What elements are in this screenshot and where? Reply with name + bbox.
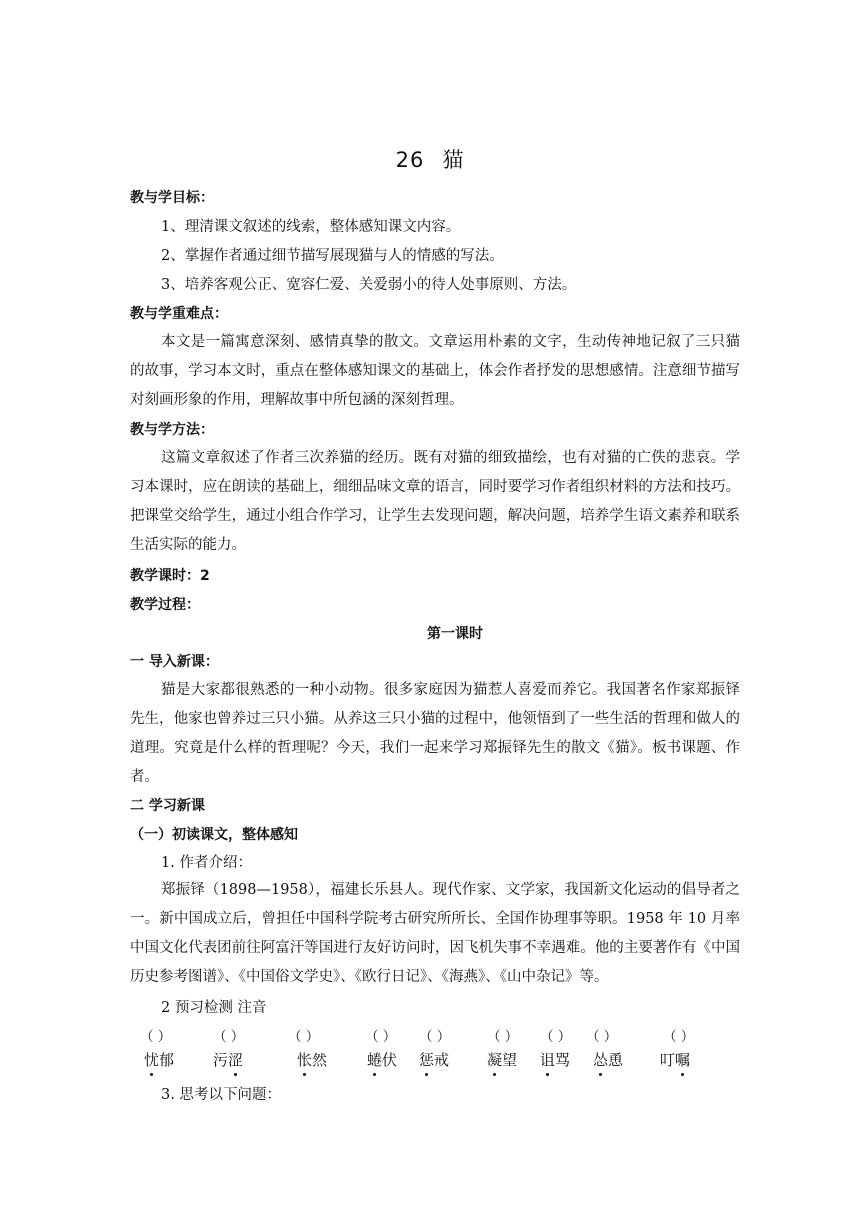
goal-item-2: 2、掌握作者通过细节描写展现猫与人的情感的写法。 — [161, 248, 504, 264]
vocab-word: 惩戒 — [419, 1051, 450, 1069]
pinyin-blank[interactable]: （ ） — [663, 1029, 695, 1045]
vocab-word: 忧郁 — [144, 1051, 175, 1069]
goal-item-3: 3、培养客观公正、宽容仁爱、关爱弱小的待人处事原则、方法。 — [161, 277, 577, 293]
author-paragraph: 郑振铎（1898—1958），福建长乐县人。现代作家、文学家，我国新文化运动的倡导者之一。新中国成立后，曾担任中国科学院考古研究所所长、全国作协理事等职。1958 年 10 月率中国文化代表团前往阿富汗等国进行友好访问时，因飞机失事不幸遇难。他的主要著作有《中国历史参考图谱》、《中国俗文学史》、《欧行日记》、《海燕》、《山中杂记》等。 — [130, 882, 740, 985]
author-intro-label: 1. 作者介绍： — [161, 855, 252, 871]
teaching-hours: 教学课时：2 — [130, 568, 210, 584]
section-study-heading: 二 学习新课 — [130, 798, 205, 814]
vocab-word: 怂恿 — [593, 1051, 624, 1069]
pinyin-blank[interactable]: （ ） — [419, 1029, 451, 1045]
subsection-heading: （一）初读课文，整体感知 — [130, 827, 298, 843]
vocab-word: 蜷伏 — [367, 1051, 398, 1069]
vocab-word: 怅然 — [297, 1051, 328, 1069]
preview-check-label: 2 预习检测 注音 — [161, 1000, 267, 1016]
pinyin-blank[interactable]: （ ） — [487, 1029, 519, 1045]
lesson-number: 26 — [395, 148, 425, 172]
lesson-one-title: 第一课时 — [427, 626, 483, 642]
pinyin-blank[interactable]: （ ） — [288, 1029, 320, 1045]
pinyin-blank-row — [140, 1025, 760, 1047]
process-heading: 教学过程： — [130, 597, 200, 613]
pinyin-blank[interactable]: （ ） — [140, 1029, 172, 1045]
pinyin-blank[interactable]: （ ） — [540, 1029, 572, 1045]
pinyin-blank[interactable]: （ ） — [365, 1029, 397, 1045]
difficulties-heading: 教与学重难点： — [130, 306, 228, 322]
vocab-word: 诅骂 — [540, 1051, 571, 1069]
goal-item-1: 1、理清课文叙述的线索，整体感知课文内容。 — [161, 219, 461, 235]
vocab-word: 叮嘱 — [660, 1051, 691, 1069]
lesson-title-text: 猫 — [442, 148, 465, 172]
vocab-word: 凝望 — [487, 1051, 518, 1069]
methods-paragraph: 这篇文章叙述了作者三次养猫的经历。既有对猫的细致描绘，也有对猫的亡佚的悲哀。学习本课时，应在朗读的基础上，细细品味文章的语言，同时要学习作者组织材料的方法和技巧。把课堂交给学生，通过小组合作学习，让学生去发现问题，解决问题，培养学生语文素养和联系生活实际的能力。 — [130, 450, 740, 553]
section-intro-heading: 一 导入新课： — [130, 654, 219, 670]
goals-heading: 教与学目标： — [130, 190, 214, 206]
methods-heading: 教与学方法： — [130, 422, 214, 438]
vocab-word: 污涩 — [213, 1051, 244, 1069]
difficulties-paragraph: 本文是一篇寓意深刻、感情真挚的散文。文章运用朴素的文字，生动传神地记叙了三只猫的故事，学习本文时，重点在整体感知课文的基础上，体会作者抒发的思想感情。注意细节描写对刻画形象的作用，理解故事中所包涵的深刻哲理。 — [130, 334, 740, 408]
intro-paragraph: 猫是大家都很熟悉的一种小动物。很多家庭因为猫惹人喜爱而养它。我国著名作家郑振铎先生，他家也曾养过三只小猫。从养这三只小猫的过程中，他领悟到了一些生活的哲理和做人的道理。究竟是什么样的哲理呢？今天，我们一起来学习郑振铎先生的散文《猫》。板书课题、作者。 — [130, 682, 740, 785]
vocabulary-row — [140, 1049, 760, 1075]
page-title — [0, 144, 860, 174]
pinyin-blank[interactable]: （ ） — [586, 1029, 618, 1045]
think-questions-label: 3. 思考以下问题： — [161, 1087, 281, 1103]
pinyin-blank[interactable]: （ ） — [213, 1029, 245, 1045]
